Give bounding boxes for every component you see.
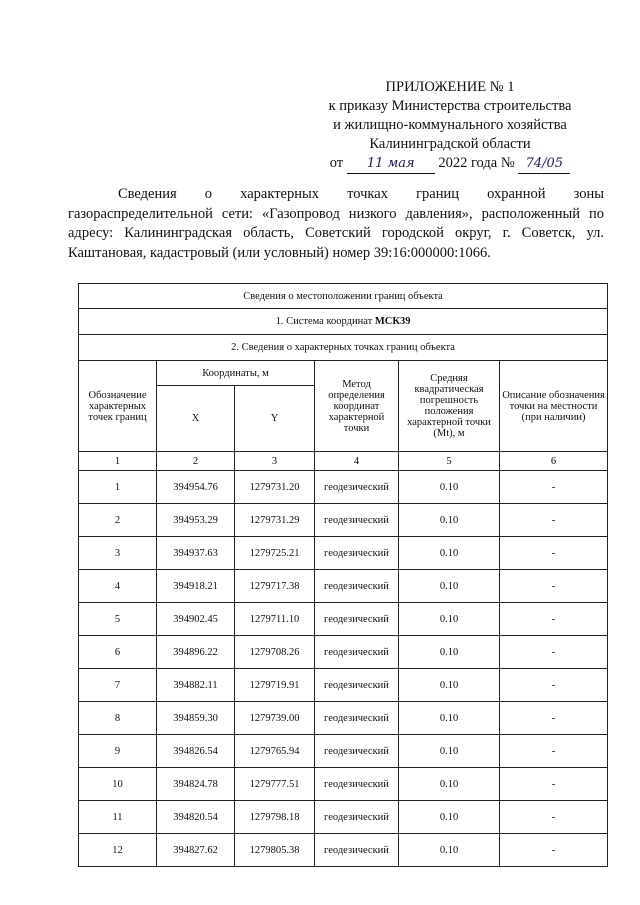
x-coordinate-cell: 394882.11 xyxy=(157,669,235,702)
method-cell: геодезический xyxy=(315,504,399,537)
y-coordinate-cell: 1279731.29 xyxy=(235,504,315,537)
error-cell: 0.10 xyxy=(399,636,500,669)
table-row xyxy=(79,801,608,834)
point-number-cell: 8 xyxy=(79,702,157,735)
column-number: 6 xyxy=(500,452,608,471)
error-cell: 0.10 xyxy=(399,702,500,735)
col-header-coords: Координаты, м xyxy=(157,361,315,386)
point-number-cell: 7 xyxy=(79,669,157,702)
table-row xyxy=(79,603,608,636)
coord-system-label: 1. Система координат xyxy=(275,316,373,327)
error-cell: 0.10 xyxy=(399,504,500,537)
description-cell: - xyxy=(500,669,608,702)
y-coordinate-cell: 1279765.94 xyxy=(235,735,315,768)
x-coordinate-cell: 394896.22 xyxy=(157,636,235,669)
col-header-x: X xyxy=(157,386,235,452)
subsection-title: 2. Сведения о характерных точках границ объекта xyxy=(79,335,608,361)
description-cell: - xyxy=(500,603,608,636)
point-number-cell: 6 xyxy=(79,636,157,669)
x-coordinate-cell: 394953.29 xyxy=(157,504,235,537)
order-date-line xyxy=(300,154,600,174)
method-cell: геодезический xyxy=(315,834,399,867)
x-coordinate-cell: 394826.54 xyxy=(157,735,235,768)
table-row xyxy=(79,834,608,867)
region-line: Калининградской области xyxy=(369,136,531,152)
y-coordinate-cell: 1279777.51 xyxy=(235,768,315,801)
x-coordinate-cell: 394824.78 xyxy=(157,768,235,801)
table-row xyxy=(79,504,608,537)
method-cell: геодезический xyxy=(315,636,399,669)
table-row xyxy=(79,471,608,504)
table-row xyxy=(79,702,608,735)
ministry-line: и жилищно-коммунального хозяйства xyxy=(333,117,567,133)
point-number-cell: 4 xyxy=(79,570,157,603)
description-cell: - xyxy=(500,636,608,669)
date-middle: 2022 года № xyxy=(438,155,515,171)
appendix-header xyxy=(300,78,600,174)
column-number: 1 xyxy=(79,452,157,471)
table-row xyxy=(79,735,608,768)
error-cell: 0.10 xyxy=(399,801,500,834)
x-coordinate-cell: 394827.62 xyxy=(157,834,235,867)
intro-paragraph: Сведения о характерных точках границ охранной зоны газораспределительной сети: «Газопровод низкого давления», расположенный по адресу: Калининградская область, Советский городской округ, г. Советск, ул. Каштановая, кадастровый (или условный) номер 39:16:000000:1066. xyxy=(68,186,604,261)
column-number-row xyxy=(79,452,608,471)
column-number: 4 xyxy=(315,452,399,471)
error-cell: 0.10 xyxy=(399,834,500,867)
table-row xyxy=(79,669,608,702)
method-cell: геодезический xyxy=(315,702,399,735)
column-number: 3 xyxy=(235,452,315,471)
point-number-cell: 5 xyxy=(79,603,157,636)
x-coordinate-cell: 394954.76 xyxy=(157,471,235,504)
method-cell: геодезический xyxy=(315,801,399,834)
table-row xyxy=(79,636,608,669)
table-row xyxy=(79,768,608,801)
error-cell: 0.10 xyxy=(399,735,500,768)
table-title: Сведения о местоположении границ объекта xyxy=(79,284,608,309)
error-cell: 0.10 xyxy=(399,537,500,570)
description-cell: - xyxy=(500,834,608,867)
column-number: 2 xyxy=(157,452,235,471)
x-coordinate-cell: 394937.63 xyxy=(157,537,235,570)
point-number-cell: 9 xyxy=(79,735,157,768)
method-cell: геодезический xyxy=(315,537,399,570)
method-cell: геодезический xyxy=(315,471,399,504)
x-coordinate-cell: 394918.21 xyxy=(157,570,235,603)
method-cell: геодезический xyxy=(315,570,399,603)
method-cell: геодезический xyxy=(315,603,399,636)
col-header-description: Описание обозначения точки на местности (при наличии) xyxy=(500,361,608,452)
coord-system-row xyxy=(79,309,608,335)
table-row xyxy=(79,570,608,603)
x-coordinate-cell: 394820.54 xyxy=(157,801,235,834)
method-cell: геодезический xyxy=(315,768,399,801)
point-number-cell: 12 xyxy=(79,834,157,867)
point-number-cell: 1 xyxy=(79,471,157,504)
description-cell: - xyxy=(500,504,608,537)
error-cell: 0.10 xyxy=(399,570,500,603)
description-cell: - xyxy=(500,768,608,801)
point-number-cell: 11 xyxy=(79,801,157,834)
error-cell: 0.10 xyxy=(399,669,500,702)
y-coordinate-cell: 1279717.38 xyxy=(235,570,315,603)
description-cell: - xyxy=(500,471,608,504)
column-number: 5 xyxy=(399,452,500,471)
description-cell: - xyxy=(500,702,608,735)
point-number-cell: 3 xyxy=(79,537,157,570)
col-header-y: Y xyxy=(235,386,315,452)
point-number-cell: 2 xyxy=(79,504,157,537)
x-coordinate-cell: 394902.45 xyxy=(157,603,235,636)
order-reference-line: к приказу Министерства строительства xyxy=(328,98,572,114)
y-coordinate-cell: 1279739.00 xyxy=(235,702,315,735)
appendix-title: ПРИЛОЖЕНИЕ № 1 xyxy=(385,79,515,95)
description-cell: - xyxy=(500,570,608,603)
y-coordinate-cell: 1279805.38 xyxy=(235,834,315,867)
error-cell: 0.10 xyxy=(399,603,500,636)
method-cell: геодезический xyxy=(315,735,399,768)
coord-system-value: МСК39 xyxy=(374,316,411,327)
y-coordinate-cell: 1279708.26 xyxy=(235,636,315,669)
x-coordinate-cell: 394859.30 xyxy=(157,702,235,735)
handwritten-date: 11 мая xyxy=(347,154,435,174)
y-coordinate-cell: 1279711.10 xyxy=(235,603,315,636)
col-header-method: Метод определения координат характерной точки xyxy=(315,361,399,452)
col-header-point: Обозначение характерных точек границ xyxy=(79,361,157,452)
description-cell: - xyxy=(500,801,608,834)
table-row xyxy=(79,537,608,570)
handwritten-order-number: 74/05 xyxy=(518,154,570,174)
boundary-points-table xyxy=(78,283,608,867)
col-header-error: Средняя квадратическая погрешность положения характерной точки (Mt), м xyxy=(399,361,500,452)
y-coordinate-cell: 1279798.18 xyxy=(235,801,315,834)
point-number-cell: 10 xyxy=(79,768,157,801)
method-cell: геодезический xyxy=(315,669,399,702)
y-coordinate-cell: 1279719.91 xyxy=(235,669,315,702)
y-coordinate-cell: 1279725.21 xyxy=(235,537,315,570)
y-coordinate-cell: 1279731.20 xyxy=(235,471,315,504)
description-cell: - xyxy=(500,735,608,768)
error-cell: 0.10 xyxy=(399,471,500,504)
error-cell: 0.10 xyxy=(399,768,500,801)
date-prefix: от xyxy=(329,155,344,171)
description-cell: - xyxy=(500,537,608,570)
